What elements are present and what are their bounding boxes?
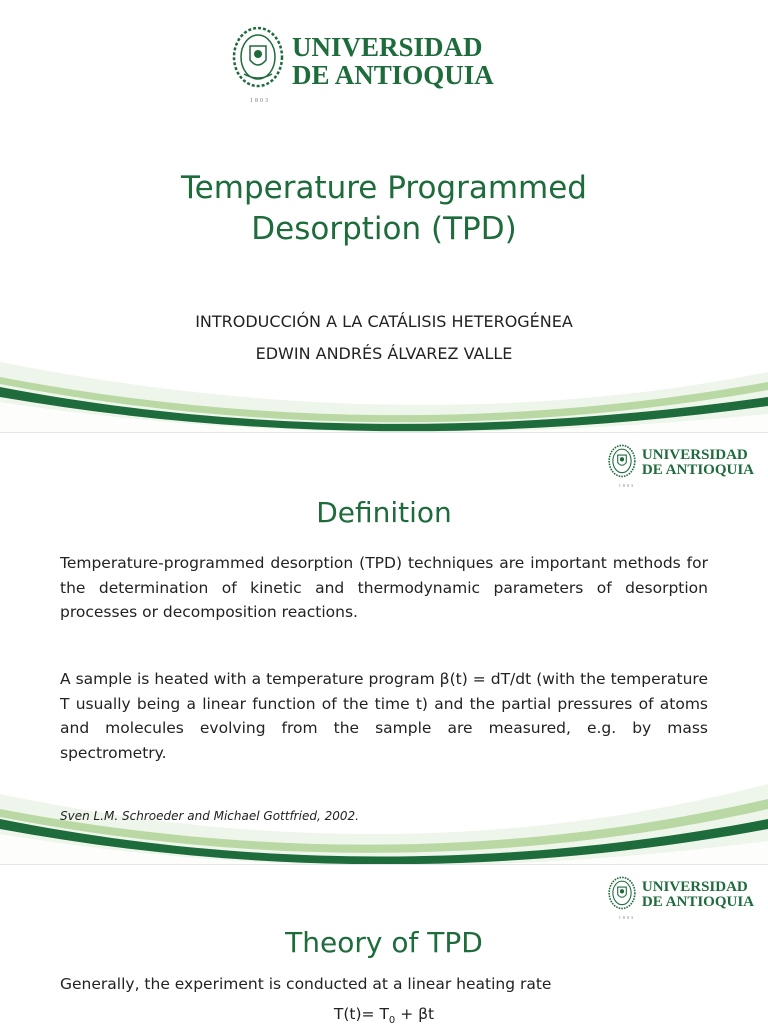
formula-left: T(t)= T [333,1005,389,1023]
slide-theory [0,864,768,1024]
university-seal-icon [607,875,637,913]
university-logo [230,24,494,104]
logo-line1: UNIVERSIDAD [641,447,748,463]
logo-year: 1803 [250,98,270,104]
university-logo [607,875,754,920]
paragraph: Generally, the experiment is conducted at a linear heating rate [60,975,552,993]
slide-heading: Theory of TPD [285,926,483,959]
page-title [0,168,768,250]
slide-title [0,0,768,432]
logo-year: 1803 [618,483,635,488]
logo-line2: DE ANTIOQUIA [641,462,754,479]
slide-definition [0,432,768,864]
paragraph: A sample is heated with a temperature program β(t) = dT/dt (with the temperature T usually being a linear function of the time t) and the partial pressures of atoms and molecules evolving from the sample are measured, e.g. by mass spectrometry. [60,670,708,762]
author-subtitle: EDWIN ANDRÉS ÁLVAREZ VALLE [255,344,513,363]
citation: Sven L.M. Schroeder and Michael Gottfried, 2002. [60,809,359,823]
university-seal-icon [230,24,286,94]
slide-heading: Definition [316,496,452,529]
decorative-swoosh-icon [0,342,768,432]
formula-subscript: 0 [388,1015,396,1024]
title-line1: Temperature Programmed [181,170,587,206]
logo-line2: DE ANTIOQUIA [292,59,494,90]
logo-year: 1803 [618,915,635,920]
paragraph: Temperature-programmed desorption (TPD) techniques are important methods for the determination of kinetic and thermodynamic parameters of desorption processes or decomposition reactions. [60,554,708,621]
logo-line1: UNIVERSIDAD [292,32,483,62]
formula [0,1005,768,1024]
title-line2: Desorption (TPD) [251,211,517,247]
logo-line1: UNIVERSIDAD [641,879,748,895]
formula-right: + βt [395,1005,435,1023]
university-logo [607,443,754,488]
logo-line2: DE ANTIOQUIA [641,894,754,911]
university-seal-icon [607,443,637,481]
course-subtitle: INTRODUCCIÓN A LA CATÁLISIS HETEROGÉNEA [195,312,573,331]
